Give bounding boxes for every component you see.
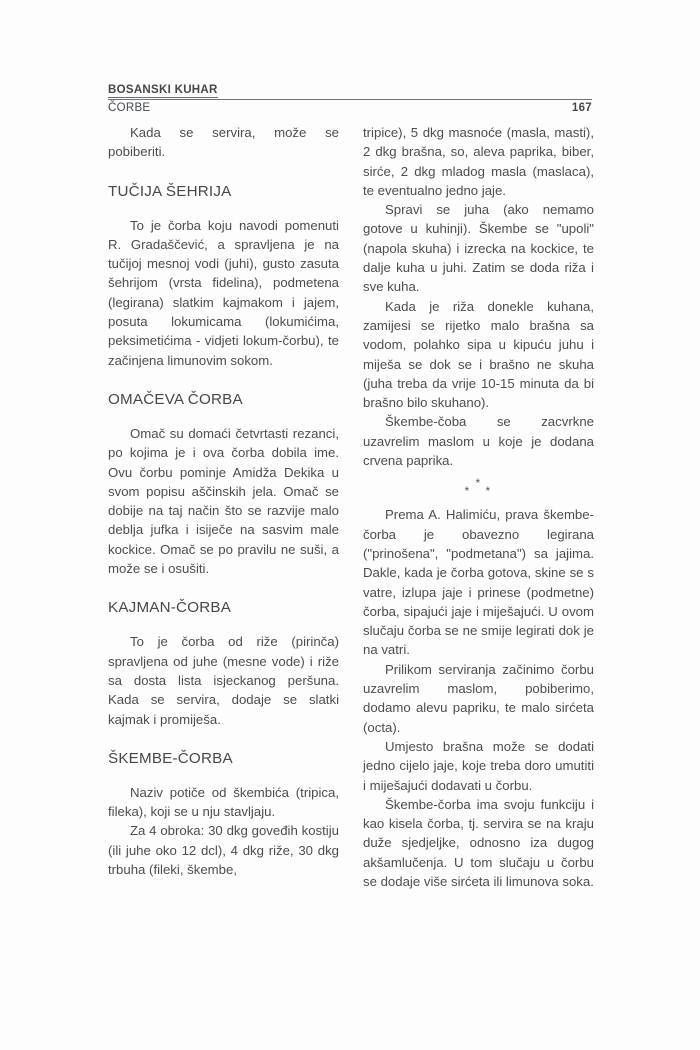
spacer	[108, 729, 339, 749]
running-head-section: ČORBE	[108, 102, 151, 115]
running-head-book-title: BOSANSKI KUHAR	[108, 84, 218, 96]
body-columns	[108, 123, 594, 891]
para-kada-je-riza: Kada je riža donekle kuhana, zamijesi se rijetko malo brašna sa vodom, polahko sipa u kipuću juhu i miješa se dok se i brašno ne skuha (juha treba da vrije 10-15 minuta da bi brašno bilo skuhano).	[363, 298, 594, 411]
asterisk-glyph: *	[475, 476, 481, 491]
spacer	[108, 162, 339, 182]
running-head-row	[108, 102, 592, 114]
left-column	[108, 123, 339, 891]
para-kajman-corba-body: To je čorba od riže (pirinča) spravljena od juhe (mesne vode) i riže sa dosta lista isjeckanog peršuna. Kada se servira, dodaje se slatki kajmak i promiješa.	[108, 634, 339, 727]
heading-tucija-sehrija: TUČIJA ŠEHRIJA	[108, 182, 232, 200]
para-skembe-naziv: Naziv potiče od škembića (tripica, fileka), koji se u nju stavljaju.	[108, 784, 339, 820]
spacer	[108, 617, 339, 632]
para-kada-se-servira: Kada se servira, može se pobiberiti.	[108, 125, 339, 160]
heading-omaceva-corba: OMAČEVA ČORBA	[108, 390, 243, 408]
running-head-rule	[108, 99, 592, 100]
spacer	[108, 370, 339, 390]
para-tucija-sehrija-body: To je čorba koju navodi pomenuti R. Gradaščević, a spravljena je na tučijoj mesnoj vodi (juhi), gusto zasuta šehrijom (vrsta fidelina), podmetena (legirana) slatkim kajmakom i jajem, posuta lokumicama (lokumićima, peksimetićima - vidjeti lokum-čorbu), te začinjena limunovim sokom.	[108, 217, 339, 368]
spacer	[108, 201, 339, 216]
para-skembe-coba-zacvrkne: Škembe-čoba se zacvrkne uzavrelim maslom u koje je dodana crvena paprika.	[363, 414, 594, 469]
right-column	[363, 123, 594, 891]
asterisk-glyph: *	[464, 484, 470, 499]
asterism-separator	[363, 477, 594, 501]
running-head	[108, 80, 592, 114]
spacer	[108, 409, 339, 424]
heading-kajman-corba: KAJMAN-ČORBA	[108, 599, 232, 617]
spacer	[108, 768, 339, 783]
page-number: 167	[571, 102, 592, 115]
spacer	[108, 578, 339, 598]
para-skembe-corba-funkcija: Škembe-čorba ima svoju funkciju i kao kisela čorba, tj. servira se na kraju duže sjedjeljke, odnosno iza dugog akšamlučenja. U tom slučaju u čorbu se dodaje više sirćeta ili limunova soka.	[363, 796, 594, 889]
para-skembe-sastojci: Za 4 obroka: 30 dkg goveđih kostiju (ili juhe oko 12 dcl), 4 dkg riže, 30 dkg trbuha (fileki, škembe,	[108, 823, 339, 878]
para-spravi-se-juha: Spravi se juha (ako nemamo gotove u kuhinji). Škembe se "upoli" (napola skuha) i izrecka na kockice, te dalje kuha u juhi. Zatim se doda riža i sve kuha.	[363, 202, 594, 295]
para-prilikom-serviranja: Prilikom serviranja začinimo čorbu uzavrelim maslom, pobiberimo, dodamo alevu papriku, te malo sirćeta (octa).	[363, 661, 594, 735]
para-sastojci-nastavak: tripice), 5 dkg masnoće (masla, masti), 2 dkg brašna, so, aleva paprika, biber, sirće, 2 dkg mladog masla (maslaca), te eventualno jedno jaje.	[363, 125, 594, 198]
para-omaceva-corba-body: Omač su domaći četvrtasti rezanci, po kojima je i ova čorba dobila ime. Ovu čorbu pominje Amidža Dekika u svom popisu aščinskih jela. Omač se dobije na taj način što se razvije malo deblja jufka i isiječe na sasvim male kockice. Omač se po pravilu ne suši, a može se i osušiti.	[108, 425, 339, 577]
asterisk-glyph: *	[485, 484, 491, 499]
heading-skembe-corba: ŠKEMBE-ČORBA	[108, 749, 233, 767]
para-prema-halimicu: Prema A. Halimiću, prava škembe-čorba je obavezno legirana ("prinošena", "podmetana") sa jajima. Dakle, kada je čorba gotova, skine se s vatre, izlupa jaje i prinese (podmetne) čorba, sipajući jaje i miješajući. U ovom slučaju čorba se ne smije legirati dok je na vatri.	[363, 507, 594, 658]
para-umjesto-brasna: Umjesto brašna može se dodati jedno cijelo jaje, koje treba doro umutiti i miješajući dodavati u čorbu.	[363, 738, 594, 793]
